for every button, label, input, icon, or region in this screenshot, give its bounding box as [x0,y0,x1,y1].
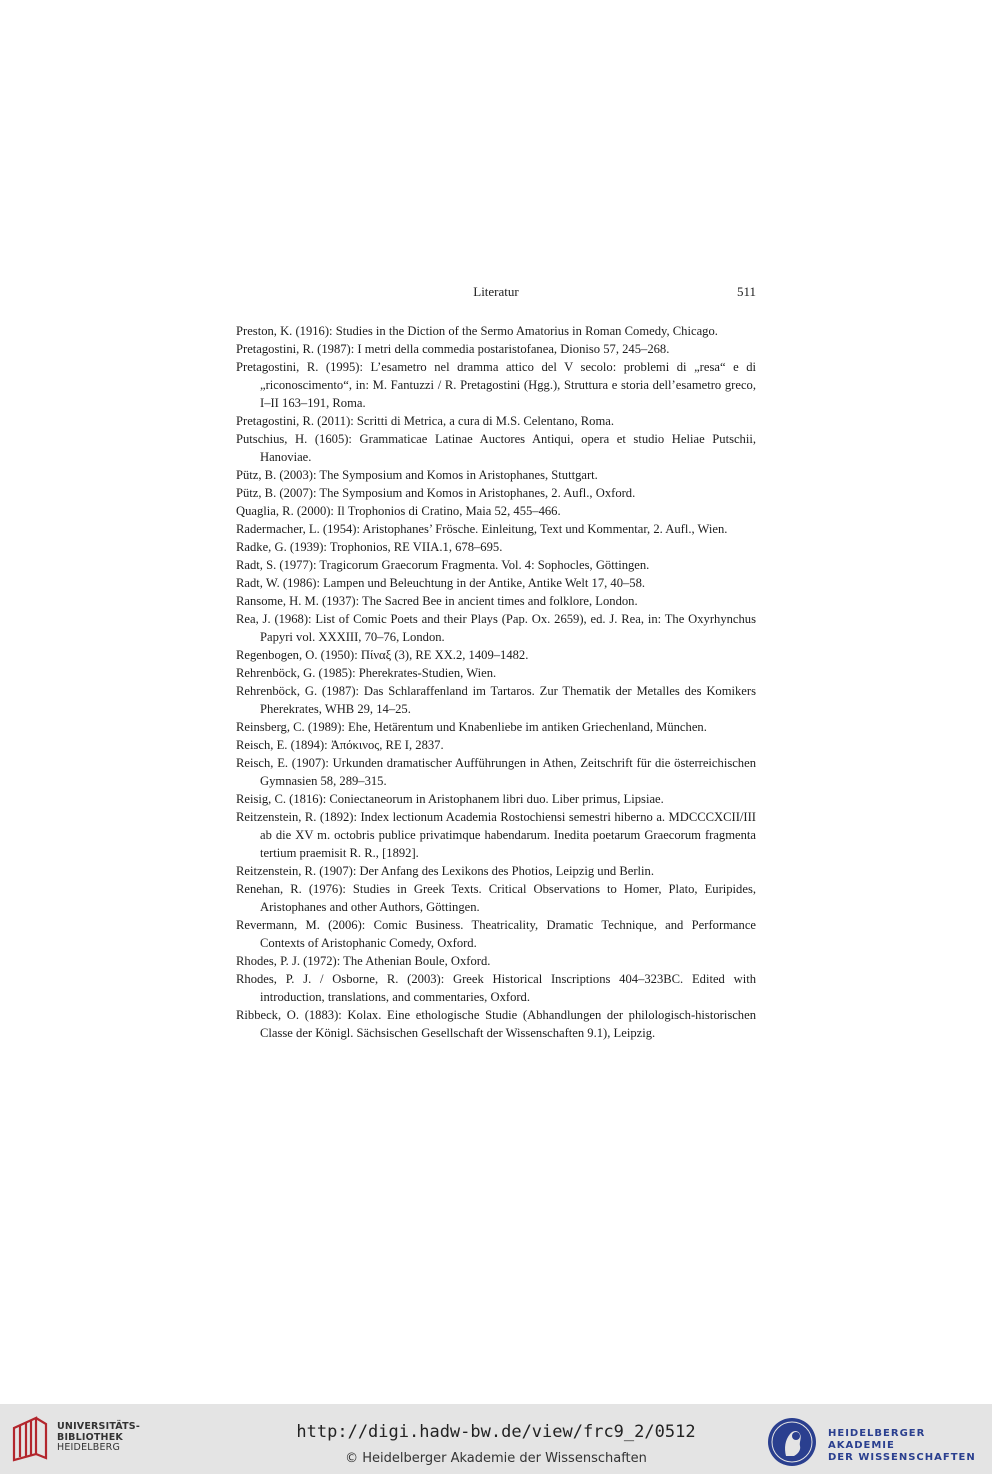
bibliography-entry: Pütz, B. (2003): The Symposium and Komos in Aristophanes, Stuttgart. [236,468,598,482]
bibliography-entry: Radt, W. (1986): Lampen und Beleuchtung in der Antike, Antike Welt 17, 40–58. [236,576,646,590]
bibliography-entry: Radt, S. (1977): Tragicorum Graecorum Fragmenta. Vol. 4: Sophocles, Göttingen. [236,558,650,572]
bibliography-entry: Radke, G. (1939): Trophonios, RE VIIA.1, 678–695. [236,540,503,554]
page-header [236,284,756,302]
ub-line-3: HEIDELBERG [57,1442,121,1453]
ub-line-1: UNIVERSITÄTS- [57,1421,140,1432]
bibliography-entry: Radermacher, L. (1954): Aristophanes’ Frösche. Einleitung, Text und Kommentar, 2. Aufl., Wien. [236,522,728,536]
bibliography-entry: Ribbeck, O. (1883): Kolax. Eine ethologische Studie (Abhandlungen der philologisch-historischen Classe der Königl. Sächsischen Gesellschaft der Wissenschaften 9.1), Leipzig. [236,1008,756,1040]
hadw-line-2: DER WISSENSCHAFTEN [828,1452,976,1463]
academy-seal-icon [766,1416,818,1468]
bibliography-entry: Pretagostini, R. (2011): Scritti di Metrica, a cura di M.S. Celentano, Roma. [236,414,614,428]
bibliography-entry: Pretagostini, R. (1987): I metri della commedia postaristofanea, Dioniso 57, 245–268. [236,342,670,356]
bibliography-entry: Reitzenstein, R. (1907): Der Anfang des Lexikons des Photios, Leipzig und Berlin. [236,864,654,878]
bibliography-entry: Rea, J. (1968): List of Comic Poets and their Plays (Pap. Ox. 2659), ed. J. Rea, in: The Oxyrhynchus Papyri vol. XXXIII, 70–76, London. [236,612,756,644]
bibliography-entry: Renehan, R. (1976): Studies in Greek Texts. Critical Observations to Homer, Plato, Euripides, Aristophanes and other Authors, Göttingen. [236,882,756,914]
page-number: 511 [736,284,756,299]
bibliography-entry: Rehrenböck, G. (1985): Pherekrates-Studien, Wien. [236,666,497,680]
bibliography-entry: Ransome, H. M. (1937): The Sacred Bee in ancient times and folklore, London. [236,594,638,608]
bibliography-entry: Rehrenböck, G. (1987): Das Schlaraffenland im Tartaros. Zur Thematik der Metalles des Komikers Pherekrates, WHB 29, 14–25. [236,684,756,716]
bibliography-entry: Reisch, E. (1907): Urkunden dramatischer Aufführungen in Athen, Zeitschrift für die österreichischen Gymnasien 58, 289–315. [236,756,756,788]
bibliography-entry: Revermann, M. (2006): Comic Business. Theatricality, Dramatic Technique, and Performance Contexts of Aristophanic Comedy, Oxford. [236,918,756,950]
bibliography-entry: Reisch, E. (1894): Ἀπόκινος, RE I, 2837. [236,738,444,752]
bibliography-entry: Putschius, H. (1605): Grammaticae Latinae Auctores Antiqui, opera et studio Heliae Putschii, Hanoviae. [236,432,756,464]
running-title: Literatur [473,284,519,299]
bibliography-entry: Regenbogen, O. (1950): Πίναξ (3), RE XX.2, 1409–1482. [236,648,529,662]
bibliography-list [236,322,756,1042]
ub-line-2: BIBLIOTHEK [57,1431,123,1443]
bibliography-entry: Reinsberg, C. (1989): Ehe, Hetärentum und Knabenliebe im antiken Griechenland, München. [236,720,707,734]
bibliography-entry: Pütz, B. (2007): The Symposium and Komos in Aristophanes, 2. Aufl., Oxford. [236,486,636,500]
academy-name [828,1428,992,1464]
bibliography-entry: Reisig, C. (1816): Coniectaneorum in Aristophanem libri duo. Liber primus, Lipsiae. [236,792,664,806]
bibliography-entry: Reitzenstein, R. (1892): Index lectionum Academia Rostochiensi semestri hiberno a. MDCCCXCII/III ab die XV m. octobris publice privatimque habendarum. Inedita poetarum Graecorum fragmenta tertium praemisit R. R., [1892]. [236,810,756,860]
bibliography-entry: Preston, K. (1916): Studies in the Diction of the Sermo Amatorius in Roman Comedy, Chicago. [236,324,718,338]
hadw-line-1: HEIDELBERGER AKADEMIE [828,1428,926,1451]
bibliography-entry: Rhodes, P. J. / Osborne, R. (2003): Greek Historical Inscriptions 404–323BC. Edited with introduction, translations, and commentaries, Oxford. [236,972,756,1004]
viewer-footer [0,1404,992,1474]
bibliography-entry: Pretagostini, R. (1995): L’esametro nel dramma attico del V secolo: problemi di „resa“ e di „riconoscimento“, in: M. Fantuzzi / R. Pretagostini (Hgg.), Struttura e storia dell’esametro greco, I–II 163–191, Roma. [236,360,756,410]
bibliography-entry: Rhodes, P. J. (1972): The Athenian Boule, Oxford. [236,954,491,968]
permalink-url[interactable]: http://digi.hadw-bw.de/view/frc9_2/0512 [296,1422,696,1442]
copyright-notice: © Heidelberger Akademie der Wissenschaften [345,1451,647,1466]
bibliography-entry: Quaglia, R. (2000): Il Trophonios di Cratino, Maia 52, 455–466. [236,504,561,518]
